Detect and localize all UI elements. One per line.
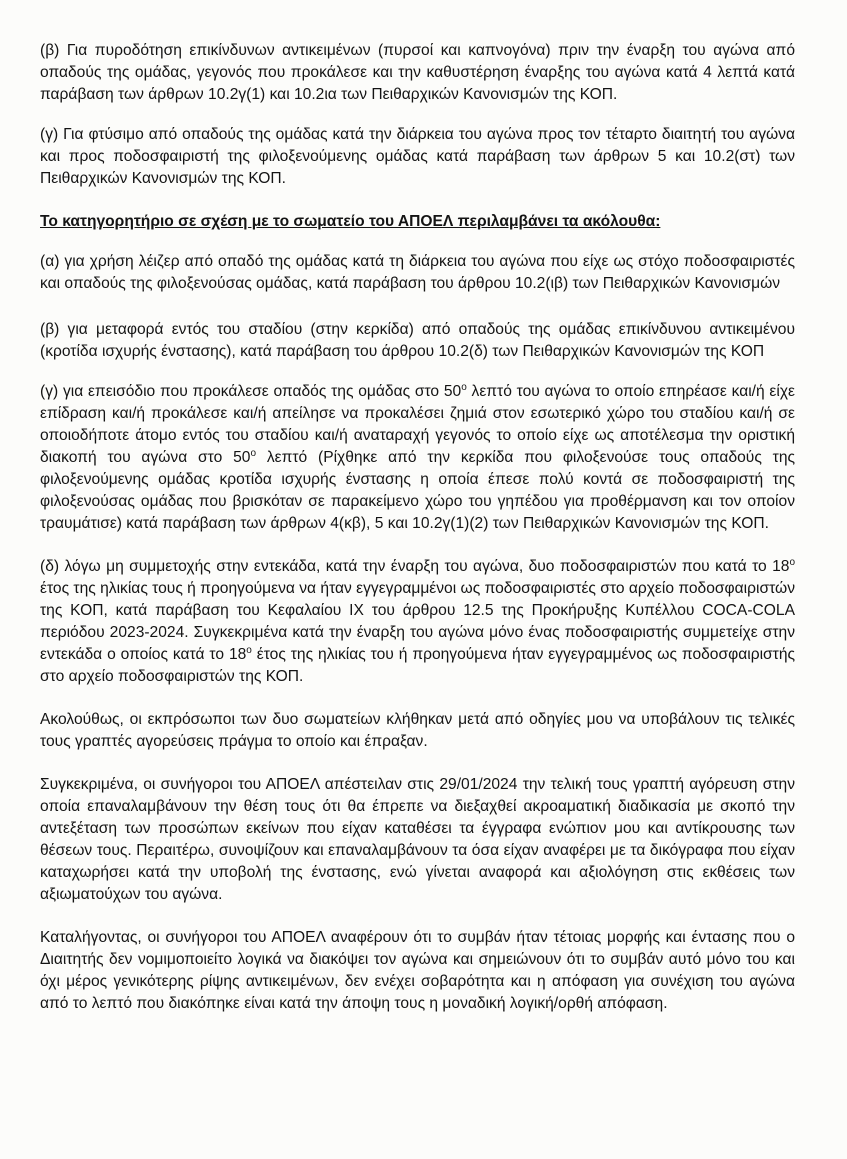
paragraph-beta-pyrotechnics: (β) Για πυροδότηση επικίνδυνων αντικειμένων (πυρσοί και καπνογόνα) πριν την έναρξη του αγώνα από οπαδούς της ομάδας, γεγονός που προκάλεσε και την καθυστέρηση έναρξης του αγώνα κατά 4 λεπτά κατά παράβαση των άρθρων 10.2γ(1) και 10.2ια των Πειθαρχικών Κανονισμών της ΚΟΠ. <box>40 42 795 103</box>
paragraph-gamma-incident: (γ) για επεισόδιο που προκάλεσε οπαδός της ομάδας στο $50^o$ λεπτό του αγώνα το οποίο επηρέασε και/ή είχε επίδραση και/ή προκάλεσε και/ή απείλησε να προκαλέσει ζημιά στον εσωτερικό χώρο του σταδίου και/ή σε οποιοδήποτε άτομο εντός του σταδίου και/ή αναταραχή γεγονός το οποίο είχε ως αποτέλεσμα την οριστική διακοπή του αγώνα στο $50^o$ λεπτό (Ρίχθηκε από την κερκίδα που φιλοξενούσε τους οπαδούς της φιλοξενούμενης ομάδας κροτίδα ισχυρής ένστασης η οποία έπεσε πολύ κοντά σε ποδοσφαιριστή της φιλοξενούσας ομάδας που βρισκόταν σε παρακείμενο χώρο του γηπέδου για προθέρμανση και τον οποίον τραυμάτισε) κατά παράβαση των άρθρων 4(κβ), 5 και 10.2γ(1)(2) των Πειθαρχικών Κανονισμών της ΚΟΠ. <box>40 381 796 532</box>
paragraph-alpha-laser: (α) για χρήση λέιζερ από οπαδό της ομάδας κατά τη διάρκεια του αγώνα που είχε ως στόχο ποδοσφαιριστές και οπαδούς της φιλοξενούσας ομάδας, κατά παράβαση του άρθρου 10.2(ιβ) των Πειθαρχικών Κανονισμών <box>40 253 795 292</box>
paragraph-delta-lineup: (δ) λόγω μη συμμετοχής στην εντεκάδα, κατά την έναρξη του αγώνα, δυο ποδοσφαιριστών που κατά το $18^o$ έτος της ηλικίας τους ή προηγούμενα να ήταν εγγεγραμμένοι ως ποδοσφαιριστές στο αρχείο ποδοσφαιριστών της ΚΟΠ, κατά παράβαση του Κεφαλαίου ΙΧ του άρθρου 12.5 της Προκήρυξης Κυπέλλου COCA-COLA περιόδου 2023-2024. Συγκεκριμένα κατά την έναρξη του αγώνα μόνο ένας ποδοσφαιριστής συμμετείχε στην εντεκάδα ο οποίος κατά το $18^o$ έτος της ηλικίας του ή προηγούμενα ήταν εγγεγραμμένος ως ποδοσφαιριστής στο αρχείο ποδοσφαιριστών της ΚΟΠ. <box>40 556 796 685</box>
paragraph-gamma-spitting: (γ) Για φτύσιμο από οπαδούς της ομάδας κατά την διάρκεια του αγώνα προς τον τέταρτο διαιτητή του αγώνα και προς ποδοσφαιριστή της φιλοξενούμενης ομάδας κατά παράβαση των άρθρων 5 και 10.2(στ) των Πειθαρχικών Κανονισμών της ΚΟΠ. <box>40 126 795 187</box>
paragraph-beta-transport: (β) για μεταφορά εντός του σταδίου (στην κερκίδα) από οπαδούς της ομάδας επικίνδυνου αντικειμένου (κροτίδα ισχυρής ένστασης), κατά παράβαση του άρθρου 10.2(δ) των Πειθαρχικών Κανονισμών της ΚΟΠ <box>40 321 795 360</box>
paragraph-concluding: Καταλήγοντας, οι συνήγοροι του ΑΠΟΕΛ αναφέρουν ότι το συμβάν ήταν τέτοιας μορφής και έντασης που ο Διαιτητής δεν νομιμοποιείτο λογικά να διακόψει τον αγώνα και σημειώνουν ότι το συμβάν αυτό μόνο του και όχι μέρος γενικότερης ρίψης αντικειμένων, δεν ενέχει σοβαρότητα και η απόφαση για συνέχιση του αγώνα από το λεπτό που διακόπηκε είναι κατά την άποψη τους η μοναδική λογική/ορθή απόφαση. <box>40 929 795 1012</box>
paragraph-subsequently: Ακολούθως, οι εκπρόσωποι των δυο σωματείων κλήθηκαν μετά από οδηγίες μου να υποβάλουν τις τελικές τους γραπτές αγορεύσεις πράγμα το οποίο και έπραξαν. <box>40 711 795 750</box>
paragraph-specifically: Συγκεκριμένα, οι συνήγοροι του ΑΠΟΕΛ απέστειλαν στις 29/01/2024 την τελική τους γραπτή αγόρευση στην οποία επαναλαμβάνουν την θέση τους ότι θα έπρεπε να διεξαχθεί ακροαματική διαδικασία με σκοπό την αντεξέταση των προσώπων εκείνων που είχαν καταθέσει τα έγγραφα ενώπιον μου και αντίκρουσης των θέσεων τους. Περαιτέρω, συνοψίζουν και επαναλαμβάνουν τα όσα είχαν αναφέρει με τα δικόγραφα που είχαν καταχωρήσει κατά την υποβολή της ένστασης, ενώ γίνεται αναφορά και αξιολόγηση στις εκθέσεις των αξιωματούχων του αγώνα. <box>40 776 795 903</box>
section-heading-apoel-charges: Το κατηγορητήριο σε σχέση με το σωματείο του ΑΠΟΕΛ περιλαμβάνει τα ακόλουθα: <box>40 213 661 230</box>
